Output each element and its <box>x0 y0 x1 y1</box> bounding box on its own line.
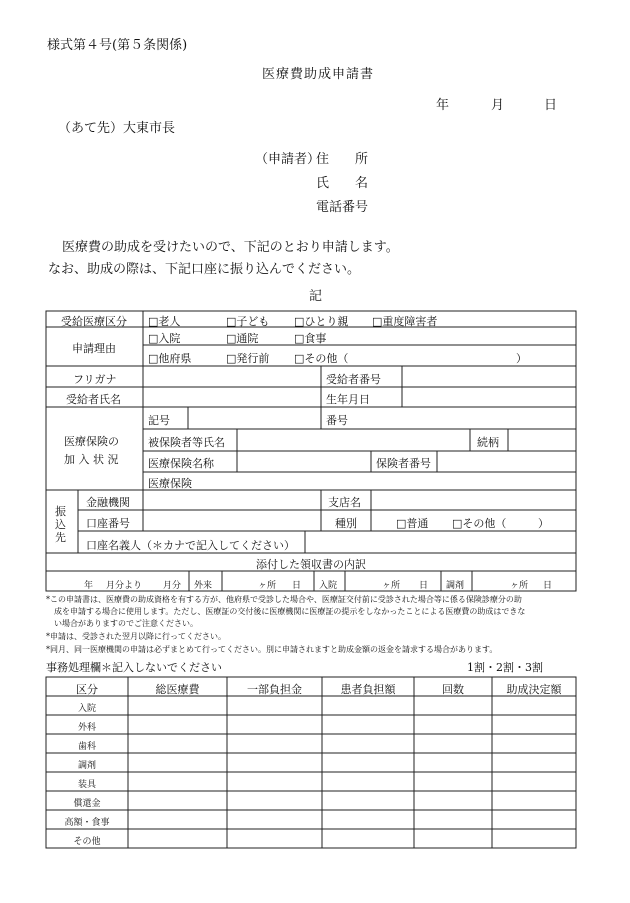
account-type-close: ） <box>538 517 549 530</box>
insurance-status-label-2: 加 入 状 況 <box>64 453 119 466</box>
office-row-label: 調剤 <box>77 761 96 771</box>
intro-line-1: 医療費の助成を受けたいので、下記のとおり申請します。 <box>62 240 399 255</box>
category-checkbox-single-parent[interactable]: □ ひとり親 <box>294 313 348 329</box>
branch-label: 支店名 <box>328 496 361 509</box>
addressee: （あて先）大東市長 <box>58 121 176 136</box>
transfer-label-3: 先 <box>55 531 66 544</box>
account-number-label: 口座番号 <box>86 517 130 530</box>
transfer-label-2: 込 <box>55 518 66 531</box>
office-row-label: 外科 <box>77 723 96 733</box>
office-row-label: 装具 <box>77 780 96 790</box>
outpatient-places: ヶ所 <box>258 581 277 591</box>
furigana-label: フリガナ <box>73 373 117 386</box>
outpatient-days: 日 <box>292 581 302 591</box>
office-row-label: 入院 <box>77 704 96 714</box>
date-year: 年 <box>436 98 450 113</box>
category-checkbox-elderly[interactable]: □ 老人 <box>148 313 180 329</box>
account-holder-label: 口座名義人（＊カナで記入してください） <box>86 539 295 552</box>
reason-checkbox-inpatient[interactable]: □ 入院 <box>148 330 180 346</box>
reason-other-close: ） <box>516 352 527 365</box>
insurance-name-label: 医療保険名称 <box>148 457 214 470</box>
date-day: 日 <box>544 98 558 113</box>
reason-checkbox-outpatient[interactable]: □ 通院 <box>226 330 258 346</box>
note-line-4: *申請は、受診された翌月以降に行ってください。 <box>46 632 226 641</box>
note-line-2: 成を申請する場合に使用します。ただし、医療証の交付後に医療機関に医療証の提示をしなかったことによる医療費の助成はできな <box>46 607 526 616</box>
date-month: 月 <box>491 98 505 113</box>
category-checkbox-disability[interactable]: □ 重度障害者 <box>372 313 437 329</box>
reason-label: 申請理由 <box>72 342 116 355</box>
reason-checkbox-other-prefecture[interactable]: □ 他府県 <box>148 350 191 366</box>
period-month-from: 月分より <box>106 581 143 591</box>
bank-label: 金融機関 <box>86 496 130 509</box>
recipient-number-label: 受給者番号 <box>326 373 381 386</box>
ki-mark: 記 <box>309 289 323 304</box>
pharmacy-label: 調剤 <box>446 581 465 591</box>
medical-insurance-label: 医療保険 <box>148 477 192 490</box>
insurer-number-label: 保険者番号 <box>376 457 431 470</box>
birth-date-label: 生年月日 <box>326 393 370 406</box>
applicant-address-label: 住 所 <box>316 152 369 167</box>
reason-checkbox-before-issue[interactable]: □ 発行前 <box>226 350 269 366</box>
note-line-5: *同月、同一医療機関の申請は必ずまとめて行ってください。別に申請されますと助成金額の返金を請求する場合があります。 <box>46 645 498 654</box>
symbol-label: 記号 <box>148 414 170 427</box>
recipient-name-label: 受給者氏名 <box>66 393 121 406</box>
pharmacy-places: ヶ所 <box>510 581 529 591</box>
office-header-patient-burden: 患者負担額 <box>340 683 396 696</box>
note-line-3: い場合がありますのでご注意ください。 <box>46 619 198 628</box>
intro-line-2: なお、助成の際は、下記口座に振り込んでください。 <box>48 262 361 277</box>
relationship-label: 続柄 <box>477 436 499 449</box>
account-type-label: 種別 <box>335 517 357 530</box>
office-header-count: 回数 <box>442 683 464 696</box>
applicant-phone-label: 電話番号 <box>316 200 369 215</box>
office-header-copay: 一部負担金 <box>247 683 302 696</box>
form-number: 様式第４号(第５条関係) <box>47 38 188 53</box>
period-month-to: 月分 <box>163 581 182 591</box>
account-type-checkbox-other[interactable]: □ その他（ <box>452 515 506 531</box>
office-ratio: 1割・2割・3割 <box>467 661 543 674</box>
inpatient-label: 入院 <box>319 581 338 591</box>
period-year: 年 <box>84 581 94 591</box>
applicant-label: （申請者） <box>255 152 321 167</box>
inpatient-days: 日 <box>419 581 429 591</box>
receipts-label: 添付した領収書の内訳 <box>256 558 366 571</box>
office-row-label: 償還金 <box>73 799 101 809</box>
category-checkbox-child[interactable]: □ 子ども <box>226 313 269 329</box>
insurance-status-label-1: 医療保険の <box>64 435 119 448</box>
inpatient-places: ヶ所 <box>382 581 401 591</box>
reason-checkbox-other[interactable]: □ その他（ <box>294 350 348 366</box>
office-row-label: その他 <box>73 837 101 847</box>
transfer-label-1: 振 <box>55 505 66 518</box>
note-line-1: *この申請書は、医療費の助成資格を有する方が、他府県で受診した場合や、医療証交付前に受診された場合等に係る保険診療分の助 <box>46 595 522 604</box>
category-label: 受給医療区分 <box>61 315 127 328</box>
office-row-label: 歯科 <box>77 742 96 752</box>
reason-checkbox-meal[interactable]: □ 食事 <box>294 330 326 346</box>
number-label: 番号 <box>326 414 348 427</box>
account-type-checkbox-regular[interactable]: □ 普通 <box>396 515 428 531</box>
office-header-total: 総医療費 <box>155 683 200 696</box>
office-row-label: 高額・食事 <box>64 818 110 828</box>
form-title: 医療費助成申請書 <box>262 67 375 82</box>
office-use-label: 事務処理欄＊記入しないでください <box>46 661 222 674</box>
office-header-grant: 助成決定額 <box>506 683 562 696</box>
applicant-name-label: 氏 名 <box>316 176 369 191</box>
outpatient-label: 外来 <box>194 581 213 591</box>
pharmacy-days: 日 <box>543 581 553 591</box>
office-header-category: 区分 <box>76 683 98 696</box>
insured-name-label: 被保険者等氏名 <box>148 436 225 449</box>
